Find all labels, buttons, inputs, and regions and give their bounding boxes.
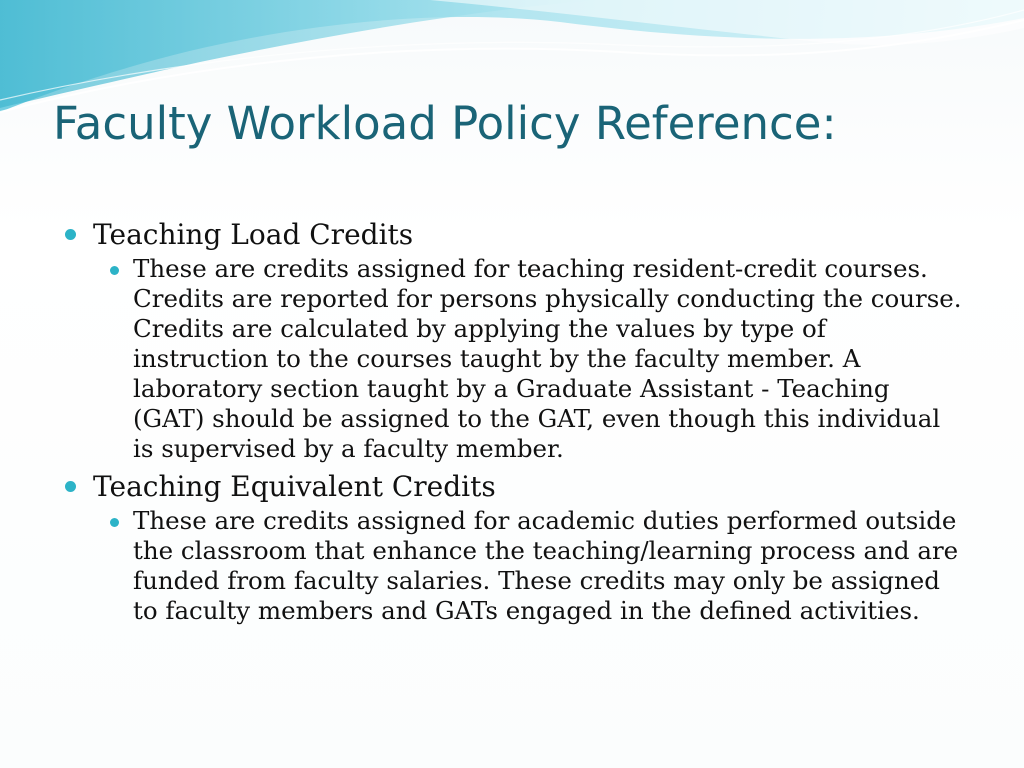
sub-list-item-text: These are credits assigned for academic duties performed outside the classroom that enhance the teaching/learning process and are funded from faculty salaries. These credits may only be assigned to faculty members and GATs engaged in the defined activities. (133, 506, 959, 625)
bullet-dot-icon (110, 518, 119, 527)
bullet-dot-icon (65, 229, 76, 240)
list-item (64, 216, 964, 464)
slide-title: Faculty Workload Policy Reference: (53, 97, 837, 150)
sub-list-item (93, 254, 964, 464)
sub-list-item (93, 506, 964, 626)
sub-list-item-text: These are credits assigned for teaching resident-credit courses. Credits are reported for persons physically conducting the course. Credits are calculated by applying the values by type of instruction to the courses taught by the faculty member. A laboratory section taught by a Graduate Assistant - Teaching (GAT) should be assigned to the GAT, even though this individual is supervised by a faculty member. (133, 254, 962, 463)
list-item-label: Teaching Load Credits (93, 218, 414, 251)
list-item (64, 468, 964, 626)
bullet-list (64, 216, 964, 626)
bullet-dot-icon (110, 266, 119, 275)
bullet-dot-icon (65, 481, 76, 492)
list-item-label: Teaching Equivalent Credits (93, 470, 496, 503)
